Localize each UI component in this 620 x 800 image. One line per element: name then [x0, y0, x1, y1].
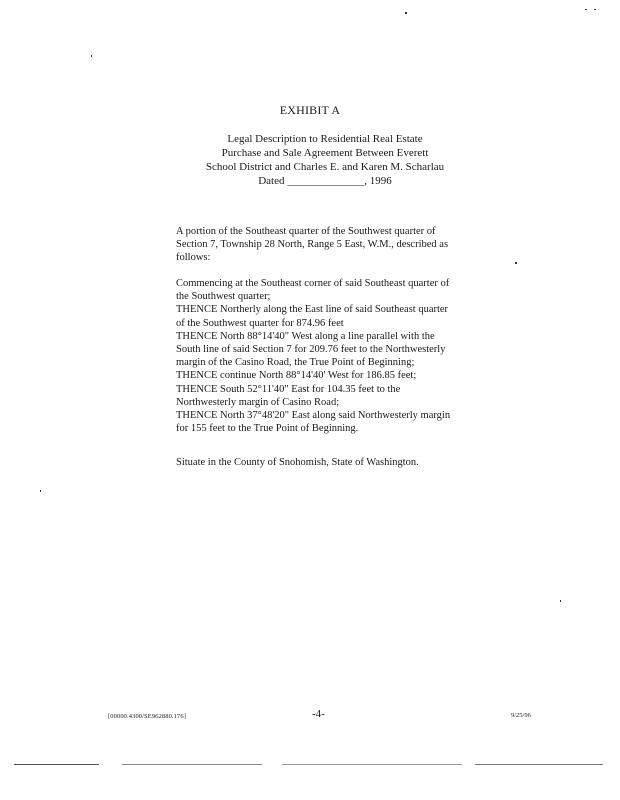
text-line: THENCE North 37°48'20" East along said Northwesterly margin	[176, 410, 451, 422]
text-line: Commencing at the Southeast corner of said Southeast quarter of	[176, 278, 450, 289]
text-line: Situate in the County of Snohomish, State of Washington.	[176, 457, 419, 468]
document-reference: [00000.4300/SE962880.176]	[108, 713, 186, 720]
scan-edge-line	[282, 764, 462, 765]
scan-edge-line	[475, 764, 603, 765]
text-line: A portion of the Southeast quarter of the Southwest quarter of	[176, 226, 436, 237]
subtitle-line: School District and Charles E. and Karen M. Scharlau	[205, 161, 445, 173]
scan-speck	[515, 262, 517, 264]
exhibit-subtitle	[0, 132, 620, 188]
text-line: Section 7, Township 28 North, Range 5 East, W.M., described as	[176, 239, 449, 251]
text-line: THENCE Northerly along the East line of said Southeast quarter	[176, 304, 449, 316]
page-number: -4-	[312, 708, 325, 720]
text-line: margin of the Casino Road, the True Point of Beginning;	[176, 357, 415, 369]
text-line: follows:	[176, 252, 211, 264]
text-line: THENCE North 88°14'40" West along a line parallel with the	[176, 330, 435, 342]
text-line: for 155 feet to the True Point of Beginning.	[176, 423, 359, 435]
scan-speck	[91, 55, 92, 57]
text-line: the Southwest quarter;	[176, 291, 271, 303]
scan-edge-line	[14, 764, 99, 765]
description-paragraph	[176, 277, 506, 435]
subtitle-line: Purchase and Sale Agreement Between Everett	[221, 147, 429, 159]
text-line: THENCE South 52°11'40" East for 104.35 feet to the	[176, 383, 401, 395]
exhibit-title: EXHIBIT A	[279, 103, 341, 117]
scan-speck	[40, 490, 41, 492]
text-line: THENCE continue North 88°14'40' West for 186.85 feet;	[176, 370, 417, 382]
footer-date: 9/25/96	[511, 712, 531, 719]
scan-edge-line	[122, 764, 262, 765]
text-line: Northwesterly margin of Casino Road;	[176, 396, 340, 408]
scan-speck	[405, 12, 407, 14]
scan-speck	[594, 9, 596, 10]
scan-speck	[560, 600, 561, 602]
intro-paragraph	[176, 225, 506, 265]
subtitle-line: Legal Description to Residential Real Estate	[227, 133, 423, 145]
text-line: South line of said Section 7 for 209.76 feet to the Northwesterly	[176, 344, 446, 356]
subtitle-date-line: Dated ______________, 1996	[258, 175, 392, 187]
text-line: of the Southwest quarter for 874.96 feet	[176, 317, 344, 329]
situate-paragraph	[176, 456, 506, 469]
scan-speck	[585, 9, 587, 10]
